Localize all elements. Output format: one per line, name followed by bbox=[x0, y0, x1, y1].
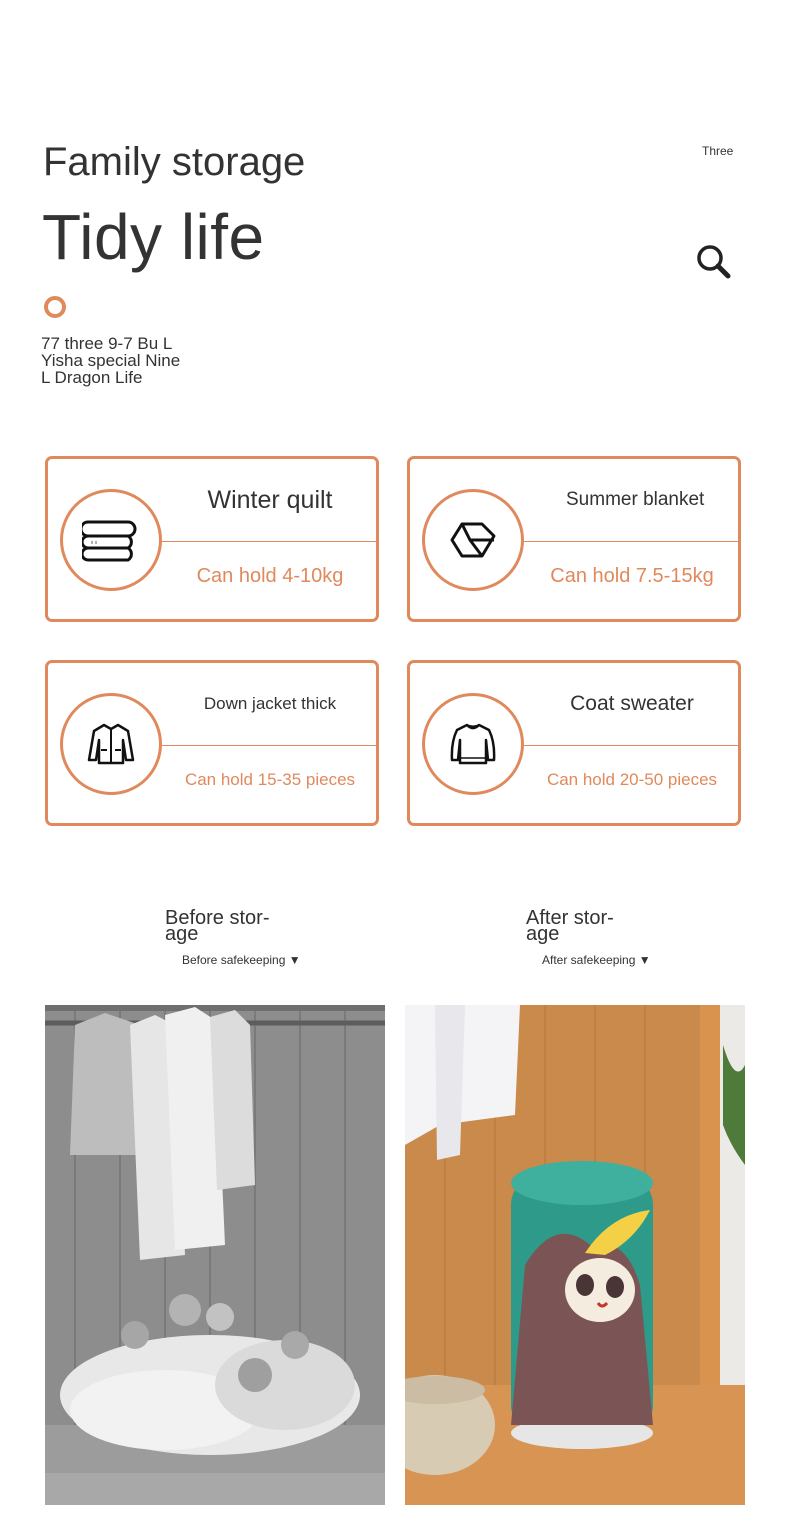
page-title: Tidy life bbox=[42, 201, 265, 273]
description bbox=[41, 335, 180, 386]
description-line: Yisha special Nine bbox=[41, 351, 181, 370]
card-title: Winter quilt bbox=[207, 485, 333, 514]
search-icon[interactable] bbox=[695, 243, 731, 279]
label-line: Before stor- bbox=[165, 907, 270, 929]
card-winter-quilt bbox=[45, 456, 379, 622]
before-safekeeping-caption: Before safekeeping ▼ bbox=[182, 953, 301, 967]
icon-circle bbox=[60, 489, 162, 591]
card-coat-sweater bbox=[407, 660, 741, 826]
icon-circle bbox=[60, 693, 162, 795]
card-capacity: Can hold 4-10kg bbox=[196, 564, 344, 587]
jacket-icon bbox=[86, 722, 136, 766]
card-down-jacket bbox=[45, 660, 379, 826]
before-storage-label bbox=[165, 907, 270, 945]
icon-circle bbox=[422, 693, 524, 795]
card-capacity: Can hold 15-35 pieces bbox=[184, 770, 356, 789]
ring-bullet-icon bbox=[44, 296, 66, 318]
divider bbox=[162, 745, 376, 746]
before-storage-photo bbox=[45, 1005, 385, 1505]
label-line: age bbox=[165, 923, 199, 945]
description-line: L Dragon Life bbox=[41, 368, 143, 387]
description-line: 77 three 9-7 Bu L bbox=[41, 334, 173, 353]
divider bbox=[524, 745, 738, 746]
card-title: Down jacket thick bbox=[203, 694, 337, 713]
label-line: age bbox=[526, 923, 560, 945]
after-storage-label bbox=[526, 907, 614, 945]
card-capacity: Can hold 7.5-15kg bbox=[550, 564, 714, 587]
after-storage-photo bbox=[405, 1005, 745, 1505]
card-summer-blanket bbox=[407, 456, 741, 622]
divider bbox=[162, 541, 376, 542]
card-capacity: Can hold 20-50 pieces bbox=[546, 770, 718, 789]
card-title: Summer blanket bbox=[566, 489, 705, 510]
icon-circle bbox=[422, 489, 524, 591]
corner-tag: Three bbox=[702, 144, 734, 158]
after-safekeeping-caption: After safekeeping ▼ bbox=[542, 953, 651, 967]
sweater-icon bbox=[448, 722, 498, 766]
card-title: Coat sweater bbox=[570, 692, 694, 715]
label-line: After stor- bbox=[526, 907, 614, 929]
divider bbox=[524, 541, 738, 542]
page-subtitle: Family storage bbox=[43, 140, 306, 184]
folded-quilt-icon bbox=[82, 518, 140, 562]
folded-blanket-icon bbox=[448, 518, 498, 562]
